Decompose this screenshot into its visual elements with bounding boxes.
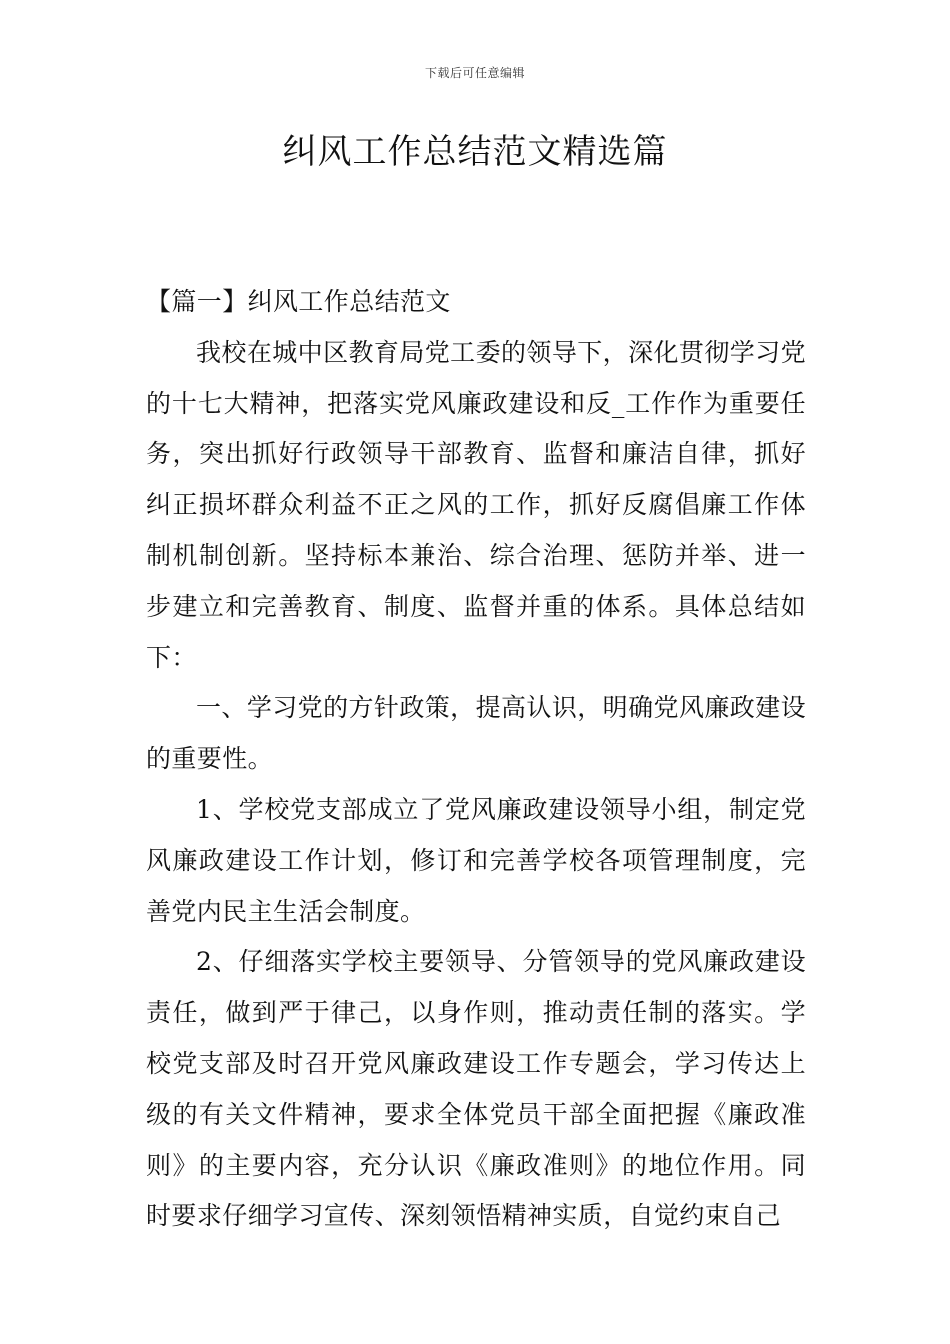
document-title: 纠风工作总结范文精选篇: [282, 132, 668, 172]
paragraph-item-1: 1、学校党支部成立了党风廉政建设领导小组，制定党风廉政建设工作计划，修订和完善学校各项管理制度，完善党内民主生活会制度。: [146, 794, 806, 926]
section-heading: 【篇一】纠风工作总结范文: [146, 287, 451, 316]
header-note: 下载后可任意编辑: [424, 66, 525, 80]
paragraph-intro: 我校在城中区教育局党工委的领导下，深化贯彻学习党的十七大精神，把落实党风廉政建设和反_工作作为重要任务，突出抓好行政领导干部教育、监督和廉洁自律，抓好纠正损坏群众利益不正之风的工作，抓好反腐倡廉工作体制机制创新。坚持标本兼治、综合治理、惩防并举、进一步建立和完善教育、制度、监督并重的体系。具体总结如下：: [146, 337, 806, 672]
paragraph-item-2: 2、仔细落实学校主要领导、分管领导的党风廉政建设责任，做到严于律己，以身作则，推动责任制的落实。学校党支部及时召开党风廉政建设工作专题会，学习传达上级的有关文件精神，要求全体党员干部全面把握《廉政准则》的主要内容，充分认识《廉政准则》的地位作用。同时要求仔细学习宣传、深刻领悟精神实质，自觉约束自己: [146, 947, 806, 1231]
document-body: [146, 277, 806, 1242]
paragraph-point-one: 一、学习党的方针政策，提高认识，明确党风廉政建设的重要性。: [146, 693, 806, 774]
